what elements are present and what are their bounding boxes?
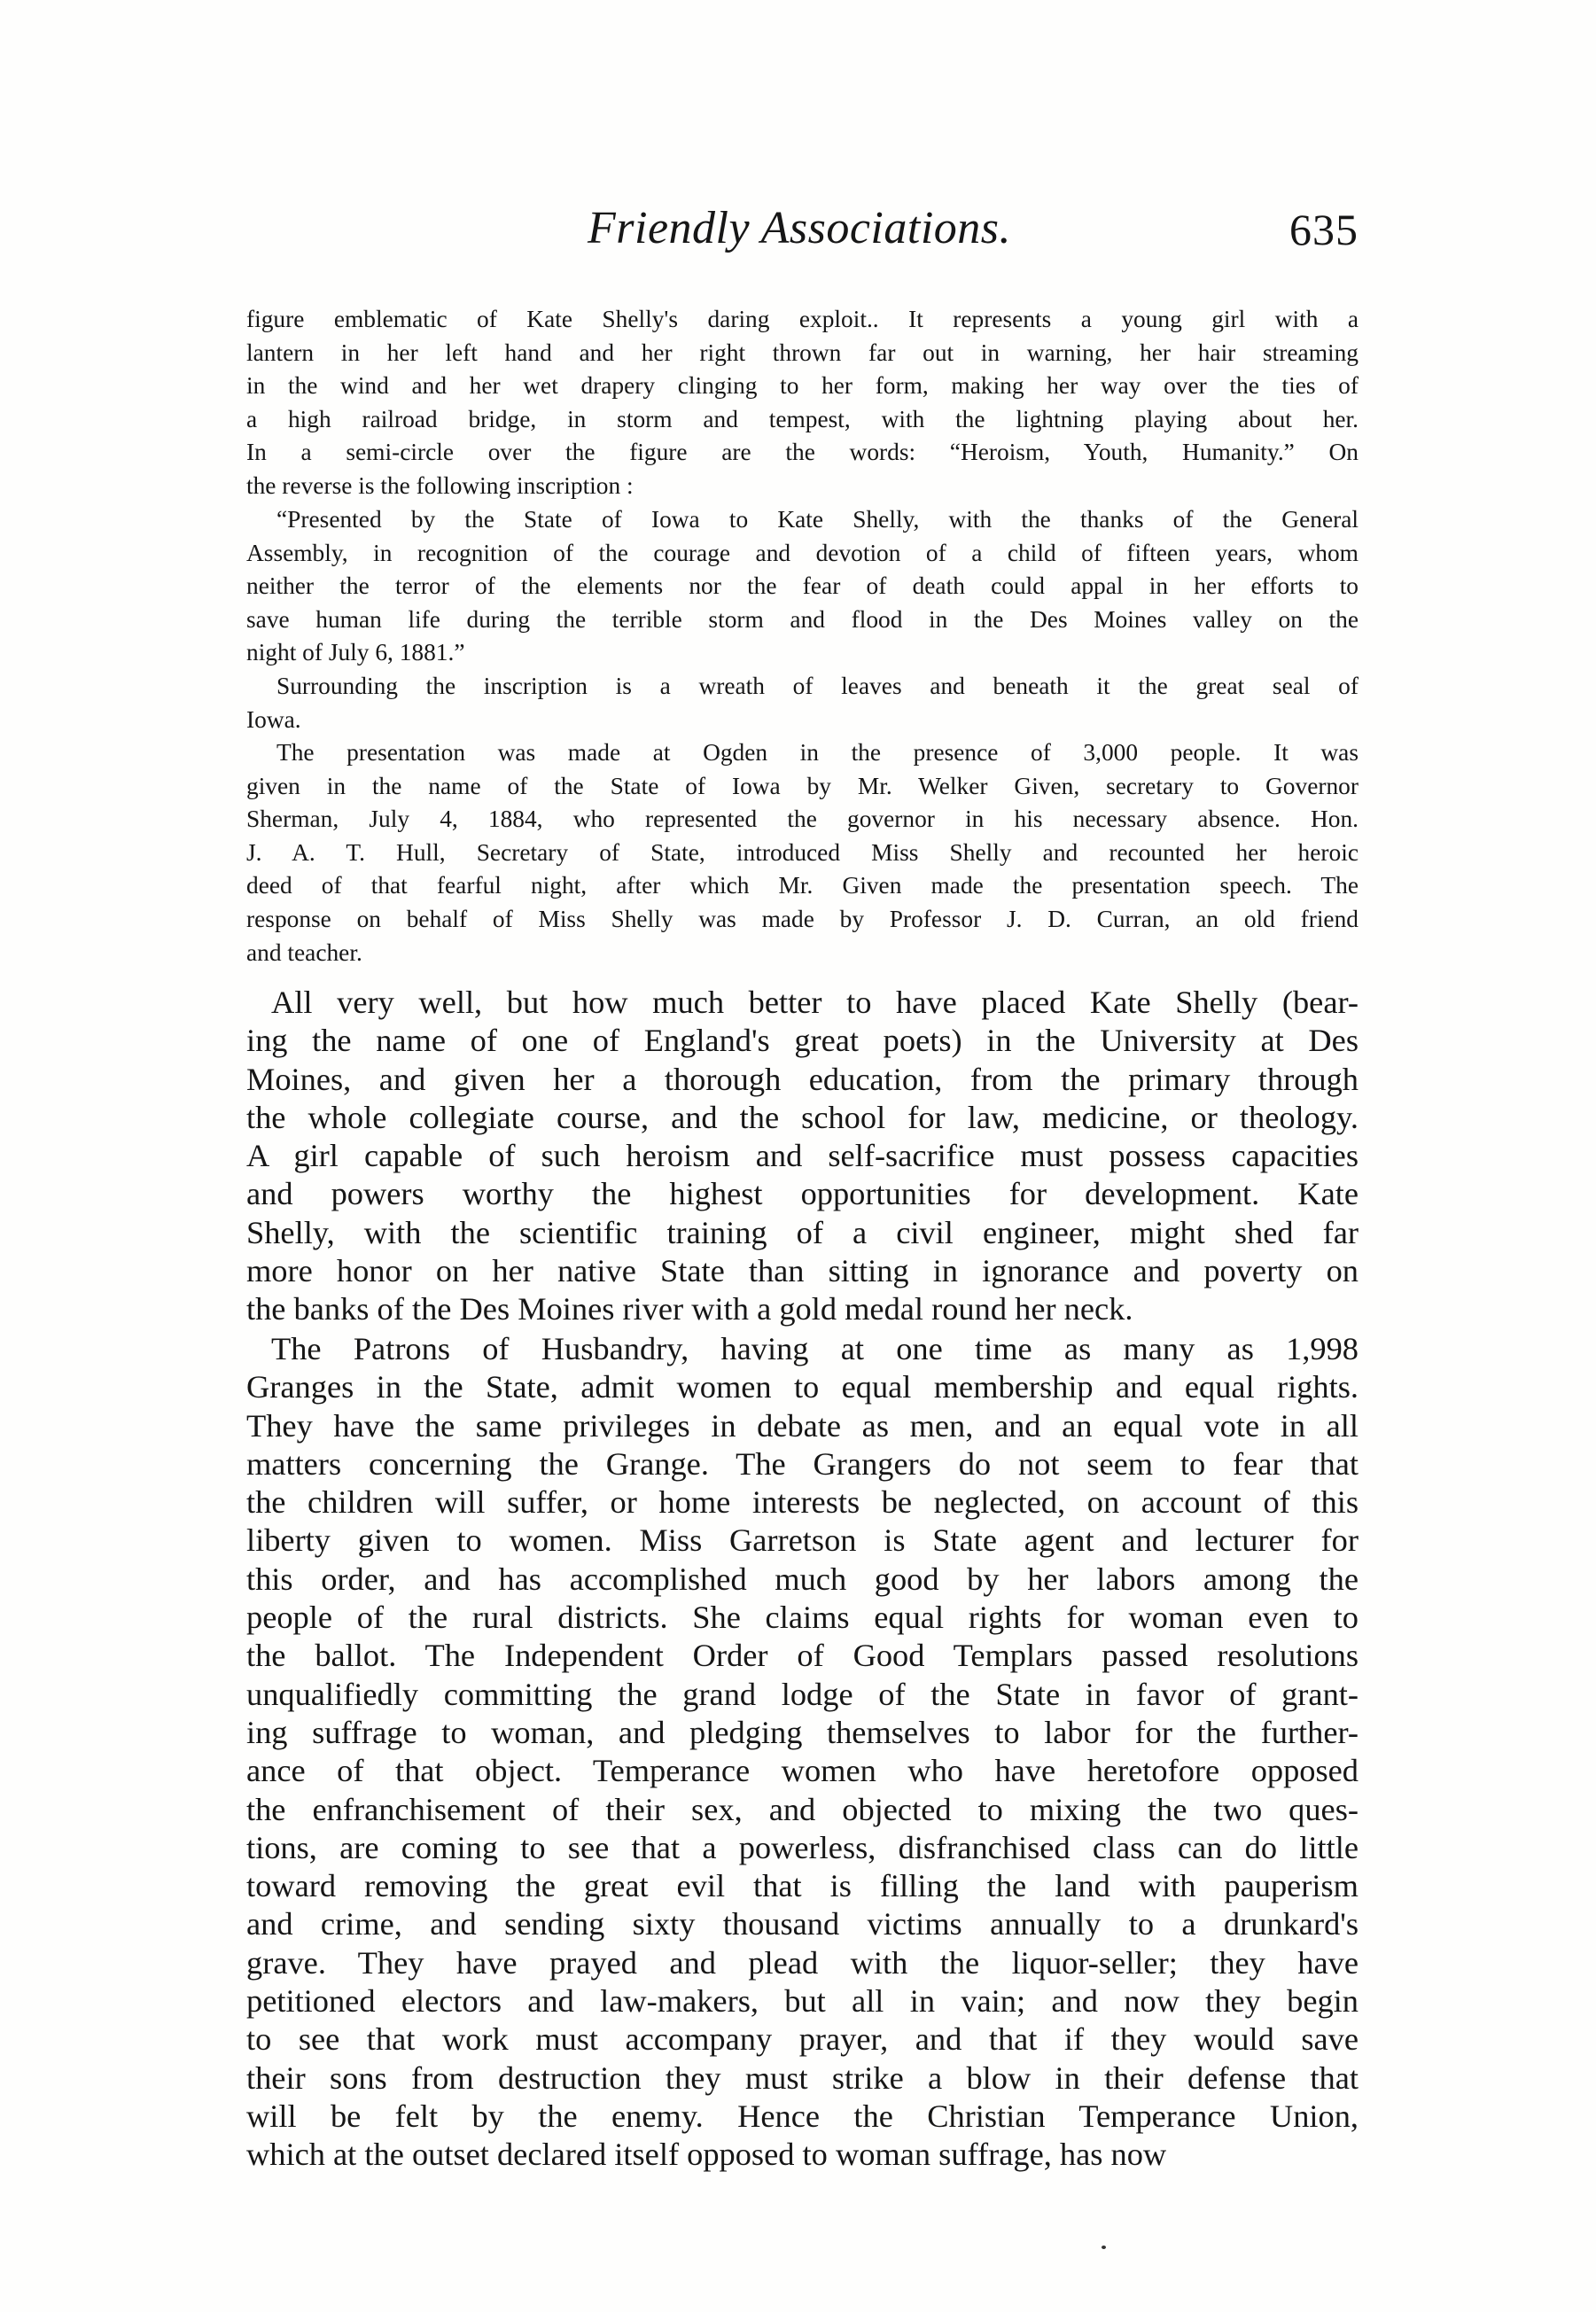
text-line: liberty given to women. Miss Garretson is State agent and lecturer for [246, 1522, 1359, 1559]
text-line: given in the name of the State of Iowa by Mr. Welker Given, secretary to Governor [246, 772, 1359, 799]
paragraph-patrons-of-husbandry [246, 1330, 1359, 2175]
text-line: J. A. T. Hull, Secretary of State, introduced Miss Shelly and recounted her heroic [246, 838, 1359, 866]
text-line: ing the name of one of England's great poets) in the University at Des [246, 1023, 1359, 1059]
text-line: ing suffrage to woman, and pledging themselves to labor for the further- [246, 1714, 1359, 1750]
text-line: this order, and has accomplished much good by her labors among the [246, 1561, 1359, 1597]
text-line: Sherman, July 4, 1884, who represented the governor in his necessary absence. Hon. [246, 806, 1359, 833]
text-line: more honor on her native State than sitting in ignorance and poverty on [246, 1253, 1359, 1289]
paragraph-medal-description [246, 303, 1359, 503]
text-line: lantern in her left hand and her right thrown far out in warning, her hair streaming [246, 339, 1359, 366]
text-line: the enfranchisement of their sex, and objected to mixing the two ques- [246, 1791, 1359, 1827]
text-line: matters concerning the Grange. The Grangers do not seem to fear that [246, 1445, 1359, 1482]
print-speck [1102, 2246, 1106, 2249]
text-line: people of the rural districts. She claims equal rights for woman even to [246, 1600, 1359, 1636]
text-line: toward removing the great evil that is filling the land with pauperism [246, 1868, 1359, 1904]
text-line: deed of that fearful night, after which Mr. Given made the presentation speech. The [246, 872, 1359, 899]
text-line: tions, are coming to see that a powerless, disfranchised class can do little [246, 1829, 1359, 1865]
page-number: 635 [1289, 205, 1359, 254]
text-line: Granges in the State, admit women to equal membership and equal rights. [246, 1369, 1359, 1405]
text-line: their sons from destruction they must strike a blow in their defense that [246, 2059, 1359, 2096]
text-line: and crime, and sending sixty thousand victims annually to a drunkard's [246, 1906, 1359, 1942]
text-line: will be felt by the enemy. Hence the Christian Temperance Union, [246, 2098, 1359, 2134]
text-line: the reverse is the following inscription : [246, 471, 634, 499]
running-head [246, 202, 1359, 264]
text-line: Moines, and given her a thorough education, from the primary through [246, 1061, 1359, 1097]
text-line: grave. They have prayed and plead with the liquor-seller; they have [246, 1944, 1359, 1981]
text-line: night of July 6, 1881.” [246, 639, 465, 666]
text-line: The presentation was made at Ogden in the presence of 3,000 people. It was [276, 739, 1359, 766]
text-line: unqualifiedly committing the grand lodge of the State in favor of grant- [246, 1676, 1359, 1712]
text-line: The Patrons of Husbandry, having at one time as many as 1,998 [271, 1331, 1359, 1366]
running-title: Friendly Associations. [588, 203, 1012, 253]
text-line: response on behalf of Miss Shelly was made by Professor J. D. Curran, an old friend [246, 905, 1359, 932]
text-line: the whole collegiate course, and the school for law, medicine, or theology. [246, 1099, 1359, 1135]
text-line: in the wind and her wet drapery clinging to her form, making her way over the ties of [246, 372, 1359, 400]
text-line: the ballot. The Independent Order of Good Templars passed resolutions [246, 1638, 1359, 1674]
text-line: save human life during the terrible storm and flood in the Des Moines valley on the [246, 605, 1359, 633]
paragraph-kate-shelly-education [246, 984, 1359, 1329]
text-line: They have the same privileges in debate as men, and an equal vote in all [246, 1407, 1359, 1444]
text-line: ance of that object. Temperance women who have heretofore opposed [246, 1753, 1359, 1789]
paragraph-inscription-quote [246, 503, 1359, 670]
text-line: Shelly, with the scientific training of a civil engineer, might shed far [246, 1214, 1359, 1250]
text-line: “Presented by the State of Iowa to Kate Shelly, with the thanks of the General [276, 506, 1359, 533]
text-line: neither the terror of the elements nor the fear of death could appal in her efforts to [246, 572, 1359, 600]
text-line: Surrounding the inscription is a wreath of leaves and beneath it the great seal of [276, 673, 1359, 699]
text-line: the banks of the Des Moines river with a gold medal round her neck. [246, 1291, 1133, 1327]
text-line: Assembly, in recognition of the courage and devotion of a child of fifteen years, whom [246, 539, 1359, 566]
paragraph-wreath-seal [246, 670, 1359, 736]
text-line: which at the outset declared itself opposed to woman suffrage, has now [246, 2137, 1167, 2173]
text-line: In a semi-circle over the figure are the words: “Heroism, Youth, Humanity.” On [246, 439, 1359, 466]
paragraph-presentation [246, 736, 1359, 969]
text-line: to see that work must accompany prayer, and that if they would save [246, 2021, 1359, 2058]
text-line: and teacher. [246, 938, 362, 966]
text-line: the children will suffer, or home interests be neglected, on account of this [246, 1484, 1359, 1521]
text-line: All very well, but how much better to have placed Kate Shelly (bear- [271, 985, 1359, 1020]
text-line: and powers worthy the highest opportunities for development. Kate [246, 1176, 1359, 1212]
text-line: Iowa. [246, 705, 301, 733]
text-line: figure emblematic of Kate Shelly's daring exploit.. It represents a young girl with a [246, 306, 1359, 332]
text-line: a high railroad bridge, in storm and tempest, with the lightning playing about her. [246, 405, 1359, 432]
text-line: petitioned electors and law-makers, but all in vain; and now they begin [246, 1983, 1359, 2020]
text-line: A girl capable of such heroism and self-sacrifice must possess capacities [246, 1138, 1359, 1174]
